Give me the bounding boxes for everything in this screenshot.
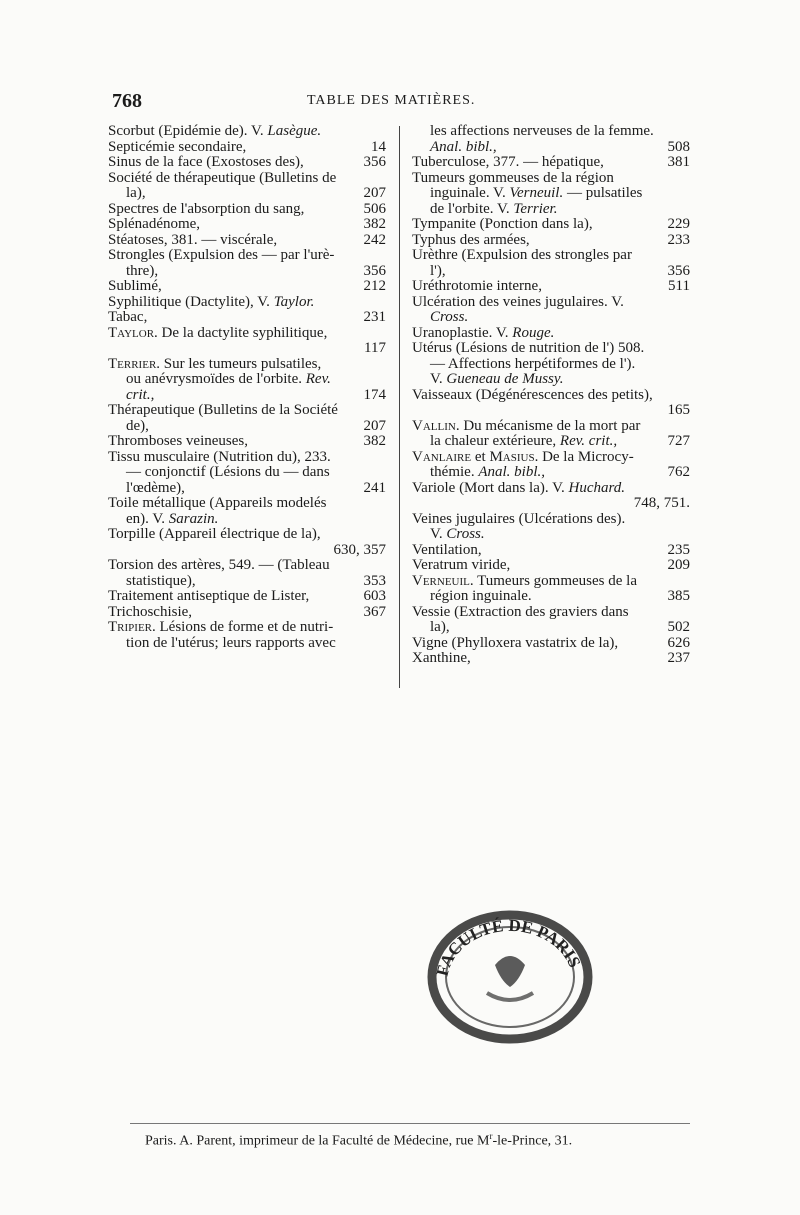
page-reference: 233	[667, 232, 690, 248]
index-entry	[108, 217, 386, 233]
entry-line: 382 Thromboses veineuses,	[108, 434, 386, 449]
entry-line: tion de l'utérus; leurs rapports avec	[126, 635, 336, 651]
index-entry	[108, 558, 386, 589]
index-entry	[108, 403, 386, 434]
entry-line: 367 Trichoschisie,	[108, 604, 386, 620]
entry-line: Vallin. Du mécanisme de la mort par	[412, 418, 641, 434]
entry-line: Torpille (Appareil électrique de la),	[108, 527, 321, 542]
entry-line: 603 Traitement antiseptique de Lister,	[108, 589, 386, 604]
index-entry	[412, 295, 690, 326]
entry-line: 233 Typhus des armées,	[412, 232, 690, 248]
entry-line: Cross.	[430, 310, 469, 325]
index-entry	[108, 605, 386, 621]
entry-line: V. Cross.	[430, 527, 485, 542]
entry-line: 117	[364, 341, 386, 356]
entry-line: Strongles (Expulsion des — par l'urè-	[108, 248, 335, 263]
index-entry	[412, 388, 690, 419]
index-entry	[108, 233, 386, 249]
page-reference: 174	[363, 387, 386, 403]
entry-line: 626 Vigne (Phylloxera vastatrix de la),	[412, 635, 690, 651]
index-entry	[108, 589, 386, 605]
entry-line: V. Gueneau de Mussy.	[430, 372, 564, 387]
index-entry	[108, 310, 386, 326]
entry-line: 207 de),	[126, 418, 386, 434]
index-column-right	[412, 124, 690, 667]
entry-line: 356 l'),	[430, 263, 690, 279]
index-entry	[412, 326, 690, 342]
entry-line: 511 Uréthrotomie interne,	[412, 279, 690, 294]
entry-line: 231 Tabac,	[108, 310, 386, 325]
entry-line: Vanlaire et Masius. De la Microcy-	[412, 449, 634, 465]
entry-line: Taylor. De la dactylite syphilitique,	[108, 325, 328, 341]
index-entry	[108, 202, 386, 218]
entry-line: 237 Xanthine,	[412, 651, 690, 666]
entry-line: 506 Spectres de l'absorption du sang,	[108, 201, 386, 217]
entry-line: 207 la),	[126, 186, 386, 201]
entry-line: 165	[667, 403, 690, 418]
page-reference: 353	[363, 573, 386, 589]
page-reference: 506	[363, 201, 386, 217]
index-entry	[412, 651, 690, 667]
entry-line: Ulcération des veines jugulaires. V.	[412, 294, 624, 310]
page-number: 768	[112, 90, 142, 112]
page-reference: 242	[363, 232, 386, 248]
index-entry	[412, 171, 690, 218]
entry-line: 356 thre),	[126, 263, 386, 279]
entry-line: 14 Septicémie secondaire,	[108, 139, 386, 155]
entry-line: Toile métallique (Appareils modelés	[108, 496, 327, 511]
index-entry	[108, 434, 386, 450]
page-reference: 237	[667, 651, 690, 666]
entry-line: Uranoplastie. V. Rouge.	[412, 325, 555, 341]
footer-rule	[130, 1123, 690, 1124]
page-reference: 356	[363, 263, 386, 279]
entry-line: Urèthre (Expulsion des strongles par	[412, 248, 632, 263]
index-entry	[412, 233, 690, 249]
index-entry	[108, 279, 386, 295]
column-divider	[399, 126, 400, 688]
index-entry	[412, 481, 690, 512]
page-reference: 207	[363, 418, 386, 434]
entry-line: 229 Tympanite (Ponction dans la),	[412, 217, 690, 232]
index-entry	[412, 419, 690, 450]
entry-line: ou anévrysmoïdes de l'orbite. Rev.	[126, 372, 331, 387]
page-reference: 356	[363, 155, 386, 170]
printer-imprint: Paris. A. Parent, imprimeur de la Faculté de Médecine, rue $M^r-le$-Prince, 31.	[145, 1131, 573, 1149]
page-reference: 367	[363, 604, 386, 620]
index-entry	[412, 279, 690, 295]
entry-line: en). V. Sarazin.	[126, 511, 219, 527]
entry-line: Scorbut (Epidémie de). V. Lasègue.	[108, 124, 322, 139]
index-entry	[412, 248, 690, 279]
page-reference: 603	[363, 589, 386, 604]
page-reference: 508	[667, 139, 690, 155]
page-reference: 209	[667, 558, 690, 573]
index-entry	[412, 341, 690, 388]
entry-line: 212 Sublimé,	[108, 279, 386, 294]
page-reference: 511	[668, 279, 690, 294]
index-entry	[412, 543, 690, 559]
entry-line: 508 Anal. bibl.,	[430, 139, 690, 155]
index-entry	[108, 496, 386, 527]
entry-line: Utérus (Lésions de nutrition de l') 508.	[412, 341, 645, 356]
entry-line: 235 Ventilation,	[412, 542, 690, 558]
page-reference: 385	[667, 589, 690, 604]
entry-line: Variole (Mort dans la). V. Huchard.	[412, 480, 626, 496]
page-reference: 727	[667, 434, 690, 449]
index-entry	[108, 124, 386, 140]
index-entry	[412, 605, 690, 636]
entry-line: les affections nerveuses de la femme.	[430, 124, 654, 139]
entry-line: 241 l'œdème),	[126, 480, 386, 496]
entry-line: 353 statistique),	[126, 573, 386, 589]
entry-line: 502 la),	[430, 620, 690, 635]
running-title: TABLE DES MATIÈRES.	[307, 93, 476, 108]
index-entry	[412, 450, 690, 481]
entry-line: 174 crit.,	[126, 387, 386, 403]
entry-line: Vaisseaux (Dégénérescences des petits),	[412, 387, 653, 403]
entry-line: 727 la chaleur extérieure, Rev. crit.,	[430, 434, 690, 449]
entry-line: Torsion des artères, 549. — (Tableau	[108, 558, 330, 573]
index-entry	[412, 636, 690, 652]
page-reference: 14	[371, 139, 386, 155]
entry-line: inguinale. V. Verneuil. — pulsatiles	[430, 186, 643, 201]
page-reference: 231	[363, 310, 386, 325]
index-entry	[412, 155, 690, 171]
entry-line: 209 Veratrum viride,	[412, 558, 690, 573]
entry-line: 382 Splénadénome,	[108, 217, 386, 232]
page-reference: 762	[667, 465, 690, 480]
entry-line: Tissu musculaire (Nutrition du), 233.	[108, 449, 331, 465]
page-reference: 212	[363, 279, 386, 294]
page-reference: 382	[363, 217, 386, 232]
entry-line: Tripier. Lésions de forme et de nutri-	[108, 620, 334, 635]
entry-line: 630, 357	[333, 542, 386, 558]
page-reference: 229	[667, 217, 690, 232]
entry-line: Verneuil. Tumeurs gommeuses de la	[412, 573, 637, 589]
index-entry	[412, 512, 690, 543]
page-reference: 207	[363, 186, 386, 201]
index-entry	[108, 527, 386, 558]
entry-line: — Affections herpétiformes de l').	[430, 356, 636, 372]
index-entry	[108, 248, 386, 279]
index-entry	[412, 558, 690, 574]
library-stamp	[425, 905, 595, 1050]
entry-line: 381 Tuberculose, 377. — hépatique,	[412, 155, 690, 170]
index-entry	[412, 574, 690, 605]
entry-line: 242 Stéatoses, 381. — viscérale,	[108, 232, 386, 248]
entry-line: Veines jugulaires (Ulcérations des).	[412, 511, 626, 527]
entry-line: 385 région inguinale.	[430, 589, 690, 604]
entry-line: de l'orbite. V. Terrier.	[430, 201, 558, 217]
entry-line: 748, 751.	[633, 496, 690, 511]
index-entry	[108, 357, 386, 404]
page-header	[112, 90, 692, 114]
index-column-left	[108, 124, 386, 651]
index-entry	[108, 155, 386, 171]
index-entry	[108, 326, 386, 357]
entry-line: — conjonctif (Lésions du — dans	[126, 465, 330, 480]
index-entry	[412, 217, 690, 233]
entry-line: Vessie (Extraction des graviers dans	[412, 604, 629, 620]
index-entry	[108, 295, 386, 311]
entry-line: 356 Sinus de la face (Exostoses des),	[108, 155, 386, 170]
index-entry	[108, 620, 386, 651]
entry-line: Terrier. Sur les tumeurs pulsatiles,	[108, 356, 322, 372]
index-entry	[108, 171, 386, 202]
entry-line: 762 thémie. Anal. bibl.,	[430, 465, 690, 480]
index-entry	[108, 450, 386, 497]
entry-line: Tumeurs gommeuses de la région	[412, 170, 614, 186]
stamp-text: FACULTÉ DE PARIS	[432, 915, 585, 978]
index-entry	[412, 124, 690, 155]
page-reference: 382	[363, 434, 386, 449]
entry-line: Société de thérapeutique (Bulletins de	[108, 170, 337, 186]
page-reference: 235	[667, 542, 690, 558]
entry-line: Syphilitique (Dactylite), V. Taylor.	[108, 294, 315, 310]
entry-line: Thérapeutique (Bulletins de la Société	[108, 403, 338, 418]
page-reference: 502	[667, 620, 690, 635]
page-reference: 241	[363, 480, 386, 496]
index-entry	[108, 140, 386, 156]
page-reference: 381	[667, 155, 690, 170]
page-reference: 626	[667, 635, 690, 651]
page-reference: 356	[667, 263, 690, 279]
